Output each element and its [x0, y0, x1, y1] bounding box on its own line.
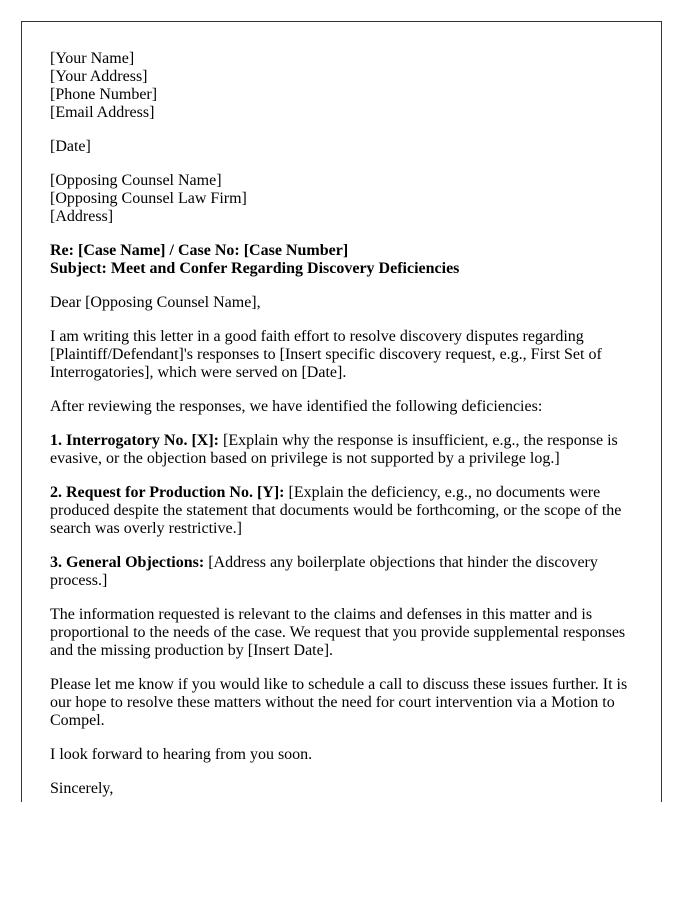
- letter-document: [21, 21, 662, 802]
- salutation: Dear [Opposing Counsel Name],: [50, 294, 261, 311]
- recipient-address: [Address]: [50, 208, 114, 225]
- signoff: Sincerely,: [50, 780, 114, 797]
- reference-block: [50, 242, 631, 278]
- relevance-paragraph: The information requested is relevant to the claims and defenses in this matter and is proportional to the needs of the case. We request that you provide supplemental responses and the missing production by [Insert Date].: [50, 606, 626, 659]
- recipient-firm: [Opposing Counsel Law Firm]: [50, 190, 247, 207]
- deficiency-item-2-text: [Explain the deficiency, e.g., no documents were produced despite the statement that documents would be forthcoming, or the scope of the search was overly restrictive.]: [50, 484, 622, 537]
- recipient-block: [50, 172, 631, 226]
- deficiency-item-3-label: 3. General Objections:: [50, 554, 205, 571]
- date-value: [Date]: [50, 138, 91, 155]
- deficiency-item-2: [50, 484, 631, 538]
- deficiency-item-1-label: 1. Interrogatory No. [X]:: [50, 432, 219, 449]
- intro-paragraph: I am writing this letter in a good faith effort to resolve discovery disputes regarding [Plaintiff/Defendant]'s responses to [Insert specific discovery request, e.g., First Set of Interrogatories], which were served on [Date].: [50, 328, 602, 381]
- subject-line: Subject: Meet and Confer Regarding Discovery Deficiencies: [50, 260, 460, 277]
- sender-address: [Your Address]: [50, 68, 148, 85]
- deficiency-item-3-text: [Address any boilerplate objections that hinder the discovery process.]: [50, 554, 598, 589]
- deficiency-item-1-text: [Explain why the response is insufficient, e.g., the response is evasive, or the objection based on privilege is not supported by a privilege log.]: [50, 432, 618, 467]
- deficiency-item-2-label: 2. Request for Production No. [Y]:: [50, 484, 285, 501]
- sender-block: [50, 50, 631, 122]
- deficiencies-lead: After reviewing the responses, we have identified the following deficiencies:: [50, 398, 543, 415]
- deficiency-item-1: [50, 432, 631, 468]
- deficiency-item-3: [50, 554, 631, 590]
- sender-name: [Your Name]: [50, 50, 135, 67]
- date-line: [50, 138, 631, 156]
- sender-phone: [Phone Number]: [50, 86, 158, 103]
- sender-email: [Email Address]: [50, 104, 155, 121]
- re-line: Re: [Case Name] / Case No: [Case Number]: [50, 242, 349, 259]
- scheduling-paragraph: Please let me know if you would like to schedule a call to discuss these issues further. It is our hope to resolve these matters without the need for court intervention via a Motion to Compel.: [50, 676, 628, 729]
- closing-line: I look forward to hearing from you soon.: [50, 746, 313, 763]
- recipient-name: [Opposing Counsel Name]: [50, 172, 222, 189]
